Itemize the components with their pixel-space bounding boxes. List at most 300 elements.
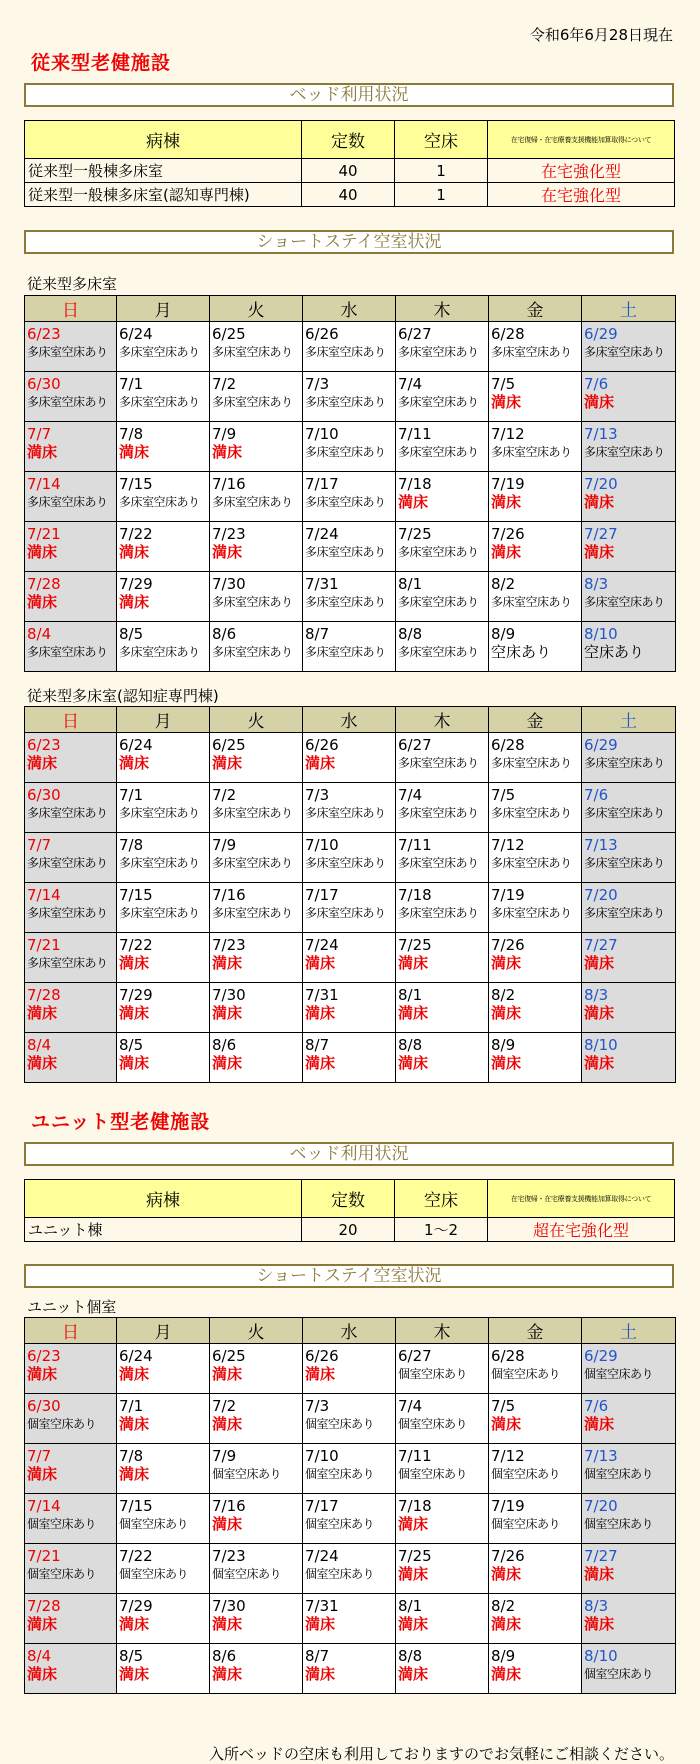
calendar-day-cell <box>489 933 582 983</box>
day-date: 8/5 <box>119 625 144 643</box>
day-date: 7/17 <box>305 1497 339 1515</box>
calendar-day-cell <box>117 883 210 933</box>
facility-title: ユニット型老健施設 <box>31 1111 211 1133</box>
day-date: 7/17 <box>305 886 339 904</box>
full-status: 満床 <box>212 1615 243 1633</box>
full-status: 満床 <box>27 1365 58 1383</box>
vacancy-status: 個室空床あり <box>398 1367 468 1381</box>
vacancy-status: 多床室空床あり <box>305 345 386 359</box>
calendar-day-cell <box>582 572 676 622</box>
vacancy-status: 個室空床あり <box>305 1517 375 1531</box>
vacancy-status: 多床室空床あり <box>27 395 108 409</box>
calendar-day-cell <box>25 833 117 883</box>
day-date: 7/21 <box>27 525 61 543</box>
calendar-day-cell <box>396 522 489 572</box>
vacancy-status: 多床室空床あり <box>398 756 479 770</box>
vacancy-status: 多床室空床あり <box>305 395 386 409</box>
calendar-day-cell <box>303 322 396 372</box>
calendar-day-cell <box>210 933 303 983</box>
calendar-day-cell <box>25 783 117 833</box>
calendar-day-cell <box>117 933 210 983</box>
full-status: 満床 <box>398 1665 429 1683</box>
calendar-day-cell <box>396 983 489 1033</box>
full-status: 満床 <box>398 1004 429 1022</box>
calendar-day-cell <box>117 733 210 783</box>
day-date: 7/20 <box>584 475 618 493</box>
day-date: 6/30 <box>27 375 61 393</box>
day-date: 8/1 <box>398 1597 423 1615</box>
vacancy-status: 個室空床あり <box>398 1467 468 1481</box>
weekday-header-row <box>25 1318 676 1344</box>
weekday-header: 土 <box>582 707 676 733</box>
calendar-day-cell <box>117 1594 210 1644</box>
vacancy-status: 多床室空床あり <box>305 906 386 920</box>
calendar-week-row <box>25 983 676 1033</box>
day-date: 7/25 <box>398 525 432 543</box>
full-status: 満床 <box>27 1615 58 1633</box>
vacant-beds: 1〜2 <box>395 1218 488 1242</box>
ward-name: ユニット棟 <box>25 1218 302 1242</box>
calendar-week-row <box>25 783 676 833</box>
calendar-week-row <box>25 933 676 983</box>
calendar-week-row <box>25 883 676 933</box>
day-date: 8/2 <box>491 986 516 1004</box>
day-date: 8/3 <box>584 1597 609 1615</box>
calendar-week-row <box>25 1544 676 1594</box>
calendar-day-cell <box>489 372 582 422</box>
full-status: 満床 <box>584 1054 615 1072</box>
day-date: 7/9 <box>212 1447 237 1465</box>
vacancy-status: 多床室空床あり <box>119 495 200 509</box>
weekday-header: 日 <box>25 1318 117 1344</box>
day-date: 7/19 <box>491 886 525 904</box>
day-date: 7/16 <box>212 475 246 493</box>
full-status: 満床 <box>27 1665 58 1683</box>
day-date: 7/31 <box>305 986 339 1004</box>
full-status: 満床 <box>119 1465 150 1483</box>
full-status: 満床 <box>119 1004 150 1022</box>
calendar-day-cell <box>210 322 303 372</box>
calendar-day-cell <box>489 1644 582 1694</box>
calendar-day-cell <box>582 983 676 1033</box>
vacancy-status: 個室空床あり <box>584 1517 654 1531</box>
day-date: 7/3 <box>305 1397 330 1415</box>
calendar-day-cell <box>582 1394 676 1444</box>
vacancy-status: 多床室空床あり <box>491 806 572 820</box>
calendar-day-cell <box>117 1544 210 1594</box>
calendar-week-row <box>25 622 676 672</box>
support-type: 超在宅強化型 <box>488 1218 675 1242</box>
full-status: 満床 <box>212 1515 243 1533</box>
calendar-day-cell <box>25 422 117 472</box>
calendar-day-cell <box>25 1644 117 1694</box>
weekday-header: 土 <box>582 296 676 322</box>
vacancy-status: 個室空床あり <box>584 1467 654 1481</box>
vacancy-status: 多床室空床あり <box>398 345 479 359</box>
calendar-day-cell <box>25 622 117 672</box>
calendar-day-cell <box>396 933 489 983</box>
vacancy-status: 多床室空床あり <box>584 595 665 609</box>
vacancy-status: 多床室空床あり <box>491 856 572 870</box>
calendar-day-cell <box>210 883 303 933</box>
full-status: 満床 <box>398 493 429 511</box>
calendar-day-cell <box>210 1494 303 1544</box>
vacancy-status: 多床室空床あり <box>212 645 293 659</box>
day-date: 7/15 <box>119 886 153 904</box>
day-date: 6/25 <box>212 325 246 343</box>
calendar-day-cell <box>303 1644 396 1694</box>
full-status: 満床 <box>119 1665 150 1683</box>
calendar-label: ユニット個室 <box>27 1298 117 1316</box>
day-date: 6/30 <box>27 1397 61 1415</box>
full-status: 満床 <box>119 954 150 972</box>
day-date: 6/29 <box>584 736 618 754</box>
capacity: 40 <box>302 159 395 183</box>
vacancy-status: 多床室空床あり <box>305 545 386 559</box>
vacancy-status: 多床室空床あり <box>398 906 479 920</box>
calendar-day-cell <box>210 422 303 472</box>
day-date: 6/27 <box>398 325 432 343</box>
vacancy-status: 多床室空床あり <box>491 756 572 770</box>
calendar-day-cell <box>303 783 396 833</box>
calendar-day-cell <box>396 1394 489 1444</box>
calendar-day-cell <box>303 1594 396 1644</box>
day-date: 7/13 <box>584 1447 618 1465</box>
vacancy-status: 多床室空床あり <box>491 445 572 459</box>
bed-table-row <box>25 159 675 183</box>
calendar-day-cell <box>582 322 676 372</box>
day-date: 6/25 <box>212 1347 246 1365</box>
weekday-header: 金 <box>489 296 582 322</box>
vacancy-status: 個室空床あり <box>119 1567 189 1581</box>
weekday-header: 月 <box>117 296 210 322</box>
calendar-day-cell <box>117 422 210 472</box>
full-status: 満床 <box>584 1415 615 1433</box>
calendar-day-cell <box>489 1344 582 1394</box>
vacancy-status: 多床室空床あり <box>491 595 572 609</box>
day-date: 7/16 <box>212 886 246 904</box>
day-date: 8/6 <box>212 1036 237 1054</box>
day-date: 7/2 <box>212 375 237 393</box>
vacancy-status: 多床室空床あり <box>27 906 108 920</box>
day-date: 7/18 <box>398 1497 432 1515</box>
weekday-header: 水 <box>303 707 396 733</box>
calendar-day-cell <box>210 1594 303 1644</box>
day-date: 7/20 <box>584 1497 618 1515</box>
calendar-day-cell <box>117 522 210 572</box>
day-date: 7/1 <box>119 375 144 393</box>
vacant-beds: 1 <box>395 183 488 207</box>
day-date: 7/8 <box>119 1447 144 1465</box>
calendar-day-cell <box>582 422 676 472</box>
calendar-day-cell <box>25 1344 117 1394</box>
calendar-day-cell <box>117 1033 210 1083</box>
day-date: 7/13 <box>584 425 618 443</box>
vacancy-status: 多床室空床あり <box>305 495 386 509</box>
day-date: 6/24 <box>119 1347 153 1365</box>
vacancy-status: 多床室空床あり <box>305 445 386 459</box>
day-date: 6/30 <box>27 786 61 804</box>
vacancy-status: 多床室空床あり <box>584 906 665 920</box>
calendar-day-cell <box>582 1494 676 1544</box>
calendar-day-cell <box>25 322 117 372</box>
calendar-day-cell <box>489 1494 582 1544</box>
capacity: 40 <box>302 183 395 207</box>
calendar-day-cell <box>117 1644 210 1694</box>
vacancy-calendar <box>24 1317 676 1694</box>
full-status: 満床 <box>584 393 615 411</box>
vacancy-status: 多床室空床あり <box>119 806 200 820</box>
calendar-day-cell <box>396 1494 489 1544</box>
vacancy-status: 多床室空床あり <box>584 345 665 359</box>
day-date: 7/10 <box>305 425 339 443</box>
vacancy-status: 個室空床あり <box>584 1667 654 1681</box>
calendar-day-cell <box>489 572 582 622</box>
full-status: 満床 <box>584 954 615 972</box>
day-date: 8/1 <box>398 575 423 593</box>
calendar-day-cell <box>25 1494 117 1544</box>
weekday-header: 日 <box>25 296 117 322</box>
weekday-header: 金 <box>489 707 582 733</box>
full-status: 満床 <box>119 1054 150 1072</box>
header-ward: 病棟 <box>25 121 302 159</box>
day-date: 7/25 <box>398 936 432 954</box>
day-date: 8/9 <box>491 1036 516 1054</box>
day-date: 7/4 <box>398 786 423 804</box>
day-date: 8/10 <box>584 1036 618 1054</box>
day-date: 7/28 <box>27 1597 61 1615</box>
day-date: 7/20 <box>584 886 618 904</box>
day-date: 7/23 <box>212 936 246 954</box>
day-date: 8/4 <box>27 1647 52 1665</box>
day-date: 7/30 <box>212 986 246 1004</box>
day-date: 7/31 <box>305 1597 339 1615</box>
calendar-day-cell <box>489 622 582 672</box>
vacancy-status: 多床室空床あり <box>398 645 479 659</box>
vacancy-status: 多床室空床あり <box>27 495 108 509</box>
vacancy-calendar <box>24 295 676 672</box>
vacancy-status: 多床室空床あり <box>584 445 665 459</box>
day-date: 6/24 <box>119 325 153 343</box>
bed-table-row <box>25 1218 675 1242</box>
vacancy-status: 多床室空床あり <box>491 906 572 920</box>
calendar-day-cell <box>396 1594 489 1644</box>
full-status: 満床 <box>491 393 522 411</box>
full-status: 満床 <box>212 1665 243 1683</box>
calendar-day-cell <box>25 1594 117 1644</box>
vacancy-status: 多床室空床あり <box>212 806 293 820</box>
day-date: 7/22 <box>119 1547 153 1565</box>
full-status: 満床 <box>305 754 336 772</box>
vacancy-status: 多床室空床あり <box>212 395 293 409</box>
day-date: 7/16 <box>212 1497 246 1515</box>
day-date: 6/28 <box>491 325 525 343</box>
calendar-day-cell <box>303 833 396 883</box>
day-date: 6/29 <box>584 1347 618 1365</box>
full-status: 満床 <box>119 754 150 772</box>
calendar-day-cell <box>303 1394 396 1444</box>
calendar-day-cell <box>582 1344 676 1394</box>
weekday-header: 水 <box>303 296 396 322</box>
vacancy-status: 多床室空床あり <box>27 856 108 870</box>
short-stay-heading: ショートステイ空室状況 <box>24 1264 674 1288</box>
calendar-day-cell <box>396 733 489 783</box>
day-date: 7/3 <box>305 786 330 804</box>
day-date: 8/9 <box>491 1647 516 1665</box>
full-status: 満床 <box>119 543 150 561</box>
day-date: 7/30 <box>212 575 246 593</box>
day-date: 7/2 <box>212 786 237 804</box>
calendar-week-row <box>25 1594 676 1644</box>
vacancy-status: 空床あり <box>491 643 552 661</box>
vacancy-status: 多床室空床あり <box>119 856 200 870</box>
day-date: 7/14 <box>27 1497 61 1515</box>
vacancy-status: 個室空床あり <box>491 1517 561 1531</box>
calendar-day-cell <box>117 372 210 422</box>
day-date: 7/11 <box>398 836 432 854</box>
day-date: 7/23 <box>212 525 246 543</box>
support-type: 在宅強化型 <box>488 159 675 183</box>
calendar-day-cell <box>303 372 396 422</box>
calendar-day-cell <box>582 1544 676 1594</box>
full-status: 満床 <box>27 543 58 561</box>
full-status: 満床 <box>491 954 522 972</box>
day-date: 7/12 <box>491 425 525 443</box>
calendar-day-cell <box>210 833 303 883</box>
calendar-day-cell <box>117 833 210 883</box>
day-date: 8/1 <box>398 986 423 1004</box>
day-date: 7/12 <box>491 1447 525 1465</box>
day-date: 8/8 <box>398 1647 423 1665</box>
calendar-label: 従来型多床室(認知症専門棟) <box>27 687 219 705</box>
calendar-week-row <box>25 522 676 572</box>
vacancy-status: 個室空床あり <box>119 1517 189 1531</box>
full-status: 満床 <box>119 443 150 461</box>
full-status: 満床 <box>212 754 243 772</box>
weekday-header: 月 <box>117 707 210 733</box>
weekday-header-row <box>25 296 676 322</box>
day-date: 7/30 <box>212 1597 246 1615</box>
calendar-day-cell <box>25 472 117 522</box>
day-date: 8/10 <box>584 1647 618 1665</box>
day-date: 7/19 <box>491 1497 525 1515</box>
vacancy-status: 個室空床あり <box>305 1417 375 1431</box>
day-date: 6/29 <box>584 325 618 343</box>
calendar-day-cell <box>582 783 676 833</box>
calendar-day-cell <box>210 622 303 672</box>
day-date: 7/24 <box>305 936 339 954</box>
day-date: 6/26 <box>305 1347 339 1365</box>
calendar-day-cell <box>117 983 210 1033</box>
calendar-day-cell <box>582 1033 676 1083</box>
calendar-day-cell <box>25 733 117 783</box>
calendar-day-cell <box>25 522 117 572</box>
day-date: 7/21 <box>27 936 61 954</box>
weekday-header: 土 <box>582 1318 676 1344</box>
day-date: 7/10 <box>305 1447 339 1465</box>
calendar-day-cell <box>396 833 489 883</box>
full-status: 満床 <box>398 1515 429 1533</box>
vacancy-status: 多床室空床あり <box>584 806 665 820</box>
day-date: 8/5 <box>119 1647 144 1665</box>
day-date: 7/2 <box>212 1397 237 1415</box>
ward-name: 従来型一般棟多床室(認知専門棟) <box>25 183 302 207</box>
vacancy-status: 多床室空床あり <box>212 345 293 359</box>
day-date: 7/21 <box>27 1547 61 1565</box>
day-date: 7/24 <box>305 525 339 543</box>
day-date: 6/23 <box>27 736 61 754</box>
vacancy-status: 個室空床あり <box>491 1467 561 1481</box>
day-date: 7/14 <box>27 886 61 904</box>
full-status: 満床 <box>398 954 429 972</box>
as-of-date: 令和6年6月28日現在 <box>529 26 673 44</box>
weekday-header: 木 <box>396 707 489 733</box>
calendar-day-cell <box>210 1033 303 1083</box>
day-date: 8/8 <box>398 1036 423 1054</box>
full-status: 満床 <box>27 754 58 772</box>
day-date: 6/25 <box>212 736 246 754</box>
full-status: 満床 <box>119 1615 150 1633</box>
calendar-day-cell <box>489 322 582 372</box>
calendar-day-cell <box>582 883 676 933</box>
day-date: 7/4 <box>398 375 423 393</box>
weekday-header: 木 <box>396 296 489 322</box>
day-date: 7/29 <box>119 986 153 1004</box>
calendar-day-cell <box>489 1544 582 1594</box>
calendar-day-cell <box>25 372 117 422</box>
day-date: 7/11 <box>398 1447 432 1465</box>
bed-table-header <box>25 121 675 159</box>
day-date: 7/8 <box>119 425 144 443</box>
calendar-day-cell <box>396 783 489 833</box>
full-status: 満床 <box>119 593 150 611</box>
header-capacity: 定数 <box>302 1180 395 1218</box>
full-status: 満床 <box>584 493 615 511</box>
calendar-day-cell <box>210 472 303 522</box>
day-date: 6/26 <box>305 325 339 343</box>
calendar-day-cell <box>117 1444 210 1494</box>
full-status: 満床 <box>212 1415 243 1433</box>
facility-title: 従来型老健施設 <box>31 52 172 74</box>
day-date: 7/24 <box>305 1547 339 1565</box>
calendar-day-cell <box>210 1344 303 1394</box>
full-status: 満床 <box>584 1565 615 1583</box>
full-status: 満床 <box>491 1615 522 1633</box>
calendar-day-cell <box>489 522 582 572</box>
day-date: 7/8 <box>119 836 144 854</box>
calendar-day-cell <box>489 833 582 883</box>
calendar-day-cell <box>396 572 489 622</box>
day-date: 7/11 <box>398 425 432 443</box>
bed-table-row <box>25 183 675 207</box>
bed-usage-table <box>24 120 675 207</box>
calendar-week-row <box>25 1444 676 1494</box>
day-date: 8/2 <box>491 575 516 593</box>
day-date: 7/29 <box>119 575 153 593</box>
vacancy-status: 多床室空床あり <box>27 645 108 659</box>
calendar-day-cell <box>303 422 396 472</box>
calendar-day-cell <box>25 1394 117 1444</box>
calendar-day-cell <box>489 422 582 472</box>
weekday-header: 火 <box>210 1318 303 1344</box>
calendar-day-cell <box>396 1344 489 1394</box>
day-date: 6/27 <box>398 1347 432 1365</box>
vacancy-status: 個室空床あり <box>491 1367 561 1381</box>
day-date: 7/3 <box>305 375 330 393</box>
weekday-header: 火 <box>210 707 303 733</box>
day-date: 7/18 <box>398 475 432 493</box>
header-vacant: 空床 <box>395 121 488 159</box>
